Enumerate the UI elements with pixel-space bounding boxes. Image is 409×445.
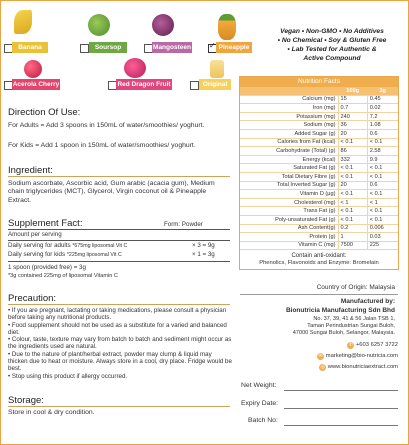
- manufacturer-name: Bionutricia Manufacturing Sdn Bhd: [285, 307, 395, 314]
- nutrition-row: [240, 215, 398, 224]
- direction-title: Direction Of Use:: [8, 107, 81, 118]
- manufacturer-divider: [240, 294, 398, 295]
- nutrition-row: [240, 147, 398, 156]
- storage-divider: [8, 406, 230, 407]
- nutrition-cell-nutrient: Total Dietary Fibre (g): [240, 172, 338, 181]
- supplement-kids: [8, 251, 122, 259]
- manufacturer-address-3: 47000 Sungai Buloh, Selangor, Malaysia.: [292, 330, 395, 336]
- manufacturer-address-1: No. 37, 39, 41 & 56 Jalan TSB 1,: [313, 316, 395, 322]
- direction-kids: For Kids = Add 1 spoon in 150mL of water/smoothies/ yoghurt.: [8, 142, 196, 149]
- supplement-kids-label: Daily serving for kids: [8, 251, 66, 258]
- nutrition-cell-nutrient: Poly-unsaturated Fat (g): [240, 215, 338, 224]
- nutrition-cell-per-100g: < 1: [338, 198, 367, 207]
- nutrition-cell-per-100g: < 0.1: [338, 164, 367, 173]
- storage-title: Storage:: [8, 395, 44, 406]
- supplement-divider-top: [8, 229, 230, 230]
- nutrition-row: [240, 112, 398, 121]
- flavour-checkbox-soursop[interactable]: [80, 44, 89, 53]
- nutrition-cell-per-100g: 36: [338, 121, 367, 130]
- nutrition-cell-nutrient: Cholesterol (mg): [240, 198, 338, 207]
- acerola-cherry-icon: [24, 60, 42, 78]
- batch-no-label: Batch No:: [248, 417, 278, 424]
- nutrition-cell-per-3g: 0.45: [367, 95, 398, 104]
- nutrition-cell-per-100g: 7500: [338, 241, 367, 250]
- ingredient-title: Ingredient:: [8, 165, 53, 176]
- nutrition-cell-per-3g: < 0.1: [367, 207, 398, 216]
- supplement-divider-bottom: [8, 261, 230, 262]
- nutrition-header-100g: 100g: [338, 87, 367, 95]
- ingredient-text: Sodium ascorbate, Ascorbic acid, Gum arabic (acacia gum), Medium chain triglycerides (MCT), Glycerol, Virgin coconut oil & Pineapple Extract.: [8, 180, 215, 204]
- supplement-title: Supplement Fact:: [8, 218, 83, 229]
- nutrition-cell-per-100g: 240: [338, 112, 367, 121]
- nutrition-facts-panel: [239, 76, 399, 270]
- nutrition-cell-per-100g: 0.7: [338, 104, 367, 113]
- nutrition-cell-per-100g: 20: [338, 181, 367, 190]
- nutrition-cell-per-3g: 0.6: [367, 181, 398, 190]
- precaution-list: [8, 307, 232, 380]
- nutrition-cell-per-100g: 1: [338, 233, 367, 242]
- nutrition-cell-nutrient: Protein (g): [240, 233, 338, 242]
- precaution-divider: [8, 304, 230, 305]
- precaution-item: • If you are pregnant, lactating or taking medications, please consult a physician before taking any nutritional products.: [8, 307, 227, 322]
- nutrition-cell-nutrient: Calcium (mg): [240, 95, 338, 104]
- nutrition-cell-per-100g: 15: [338, 95, 367, 104]
- email-row: [280, 353, 398, 360]
- nutrition-cell-per-3g: < 1: [367, 198, 398, 207]
- flavour-label-banana: Banana: [12, 42, 48, 53]
- supplement-adults-result: × 3 = 9g: [192, 242, 215, 249]
- nutrition-cell-per-3g: 0.03: [367, 233, 398, 242]
- nutrition-cell-per-3g: 9.9: [367, 155, 398, 164]
- nutrition-row: [240, 138, 398, 147]
- antioxidant-title: Contain anti-oxidant:: [291, 253, 347, 260]
- website-url: www.bionutriciaextract.com: [327, 364, 398, 370]
- nutrition-cell-per-100g: < 0.1: [338, 207, 367, 216]
- nutrition-cell-per-3g: 2.58: [367, 147, 398, 156]
- supplement-kids-result: × 1 = 3g: [192, 251, 215, 258]
- manufacturer-address-2: Taman Perindustrian Sungai Buloh,: [307, 323, 395, 329]
- nutrition-facts-title: Nutrition Facts: [240, 77, 398, 87]
- flavour-label-mangosteen: Mangosteen: [153, 44, 191, 51]
- nutrition-row: [240, 190, 398, 199]
- nutrition-cell-per-100g: 20: [338, 129, 367, 138]
- nutrition-cell-nutrient: Vitamin C (mg): [240, 241, 338, 250]
- nutrition-header-nutrient: [240, 87, 338, 95]
- soursop-icon: [88, 14, 110, 36]
- badge-line-3: • Lab Tested for Authentic &: [287, 46, 377, 53]
- nutrition-row: [240, 104, 398, 113]
- nutrition-cell-per-3g: 0.6: [367, 129, 398, 138]
- nutrition-row: [240, 198, 398, 207]
- precaution-item: • Food supplement should not be used as a substitute for a varied and balanced diet.: [8, 321, 227, 336]
- supplement-kids-detail: *225mg liposomal Vit C: [66, 252, 122, 258]
- pineapple-icon: [218, 14, 236, 40]
- web-row: [270, 364, 398, 371]
- nutrition-cell-nutrient: Trans Fat (g): [240, 207, 338, 216]
- mangosteen-icon: [152, 14, 174, 36]
- country-of-origin: Country of Origin: Malaysia: [316, 284, 395, 291]
- expiry-date-line: [284, 408, 398, 409]
- net-weight-line: [284, 390, 398, 391]
- badge-line-1: Vegan • Non-GMO • No Additives: [280, 28, 384, 35]
- nutrition-cell-per-3g: < 0.1: [367, 164, 398, 173]
- nutrition-cell-per-100g: 332: [338, 155, 367, 164]
- precaution-title: Precaution:: [8, 293, 57, 304]
- supplement-note-1: 1 spoon (provided free) = 3g: [8, 264, 86, 271]
- nutrition-cell-per-100g: < 0.1: [338, 138, 367, 147]
- phone-number: +603 6257 3722: [355, 342, 398, 348]
- original-jar-icon: [210, 60, 224, 78]
- nutrition-cell-per-3g: < 0.1: [367, 215, 398, 224]
- supplement-adults-detail: *675mg liposomal Vit C: [72, 243, 128, 249]
- nutrition-cell-per-100g: < 0.1: [338, 215, 367, 224]
- nutrition-row: [240, 233, 398, 242]
- nutrition-header-row: [240, 87, 398, 95]
- flavour-label-acerola: Acerola Cherry: [12, 81, 60, 88]
- nutrition-cell-per-3g: 0.006: [367, 224, 398, 233]
- nutrition-header-3g: 3g: [367, 87, 398, 95]
- nutrition-cell-nutrient: Energy (kcal): [240, 155, 338, 164]
- nutrition-cell-per-3g: 1.08: [367, 121, 398, 130]
- nutrition-cell-per-100g: < 0.1: [338, 172, 367, 181]
- expiry-date-label: Expiry Date:: [241, 400, 279, 407]
- nutrition-cell-nutrient: Iron (mg): [240, 104, 338, 113]
- check-icon: ✓: [209, 41, 216, 50]
- banana-icon: [14, 10, 32, 34]
- nutrition-cell-nutrient: Calories from Fat (kcal): [240, 138, 338, 147]
- nutrition-row: [240, 164, 398, 173]
- nutrition-cell-nutrient: Potassium (mg): [240, 112, 338, 121]
- direction-adults: For Adults = Add 3 spoons in 150mL of water/smoothies/ yoghurt.: [8, 122, 205, 129]
- antioxidant-text: Phenolics, Flavonoids and Enzyme: Bromelain: [259, 260, 379, 267]
- nutrition-cell-nutrient: Saturated Fat (g): [240, 164, 338, 173]
- nutrition-cell-nutrient: Ash Content(g): [240, 224, 338, 233]
- supplement-amount: Amount per serving: [8, 231, 62, 238]
- nutrition-cell-per-3g: < 0.1: [367, 138, 398, 147]
- flavour-label-original: Original: [199, 79, 231, 90]
- nutrition-row: [240, 207, 398, 216]
- nutrition-cell-nutrient: Vitamin D (µg): [240, 190, 338, 199]
- flavour-label-pineapple: Pineapple: [216, 42, 252, 53]
- nutrition-cell-per-3g: < 0.1: [367, 172, 398, 181]
- nutrition-table: [240, 87, 398, 250]
- precaution-item: • Stop using this product if allergy occurred.: [8, 372, 128, 380]
- nutrition-cell-per-100g: < 0.1: [338, 190, 367, 199]
- dragon-fruit-icon: [124, 58, 146, 78]
- nutrition-cell-per-100g: 86: [338, 147, 367, 156]
- supplement-divider-mid: [8, 240, 230, 241]
- supplement-adults-label: Daily serving for adults: [8, 242, 71, 249]
- web-icon: ◎: [320, 364, 325, 370]
- badge-line-4: Active Compound: [303, 55, 361, 62]
- ingredient-divider: [8, 176, 230, 177]
- nutrition-cell-nutrient: Sodium (mg): [240, 121, 338, 130]
- email-icon: ✉: [318, 353, 323, 359]
- nutrition-row: [240, 172, 398, 181]
- nutrition-row: [240, 224, 398, 233]
- nutrition-row: [240, 155, 398, 164]
- nutrition-cell-per-3g: < 0.1: [367, 190, 398, 199]
- storage-text: Store in cool & dry condition.: [8, 409, 95, 416]
- manufacturer-heading: Manufactured by:: [340, 298, 395, 305]
- net-weight-label: Net Weight:: [241, 382, 277, 389]
- supplement-note-2: *3g contained 225mg of liposomal Vitamin C: [8, 273, 118, 279]
- nutrition-cell-nutrient: Total Inverted Sugar (g): [240, 181, 338, 190]
- phone-icon: ✆: [348, 342, 353, 348]
- flavour-checkbox-original[interactable]: [190, 81, 199, 90]
- flavour-label-soursop: Soursop: [89, 42, 127, 53]
- phone-row: [300, 342, 398, 349]
- nutrition-cell-per-100g: 0.2: [338, 224, 367, 233]
- nutrition-cell-per-3g: 7.2: [367, 112, 398, 121]
- nutrition-cell-per-3g: 225: [367, 241, 398, 250]
- nutrition-cell-nutrient: Carbohydrate (Total) (g): [240, 147, 338, 156]
- supplement-form: Form: Powder: [164, 221, 203, 228]
- precaution-item: • Due to the nature of plant/herbal extract, powder may clump & liquid may thicken due to heat or moisture. Always store in a cool, dry place. Fridge would be best.: [8, 350, 232, 373]
- nutrition-cell-nutrient: Added Sugar (g): [240, 129, 338, 138]
- supplement-adults: [8, 242, 127, 250]
- nutrition-row: [240, 121, 398, 130]
- nutrition-row: [240, 95, 398, 104]
- nutrition-cell-per-3g: 0.02: [367, 104, 398, 113]
- badge-line-2: • No Chemical • Soy & Gluten Free: [277, 37, 387, 44]
- nutrition-row: [240, 129, 398, 138]
- flavour-label-dragon-fruit: Red Dragon Fruit: [117, 81, 171, 88]
- nutrition-row: [240, 181, 398, 190]
- nutrition-row: [240, 241, 398, 250]
- batch-no-line: [284, 425, 398, 426]
- precaution-item: • Colour, taste, texture may vary from batch to batch and sediment might occur as the ingredients used are natural.: [8, 336, 232, 351]
- email-address: marketing@bio-nutricia.com: [325, 353, 398, 359]
